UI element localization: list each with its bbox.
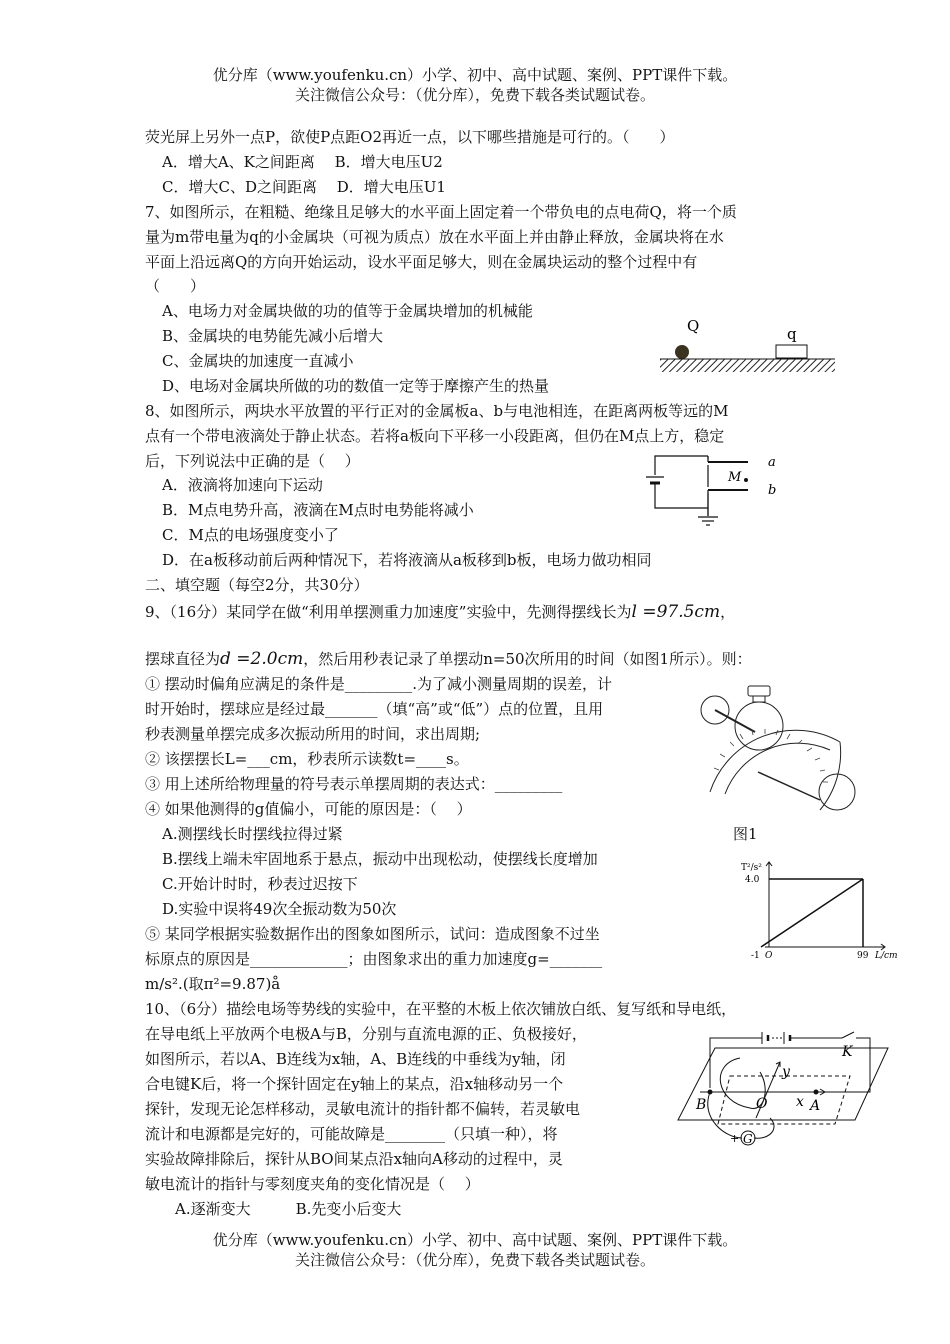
q6-options-cd: C．增大C、D之间距离 D．增大电压U1: [162, 178, 446, 196]
q9-line-1-text: 9、（16分）某同学在做“利用单摆测重力加速度”实验中，先测得摆线长为: [145, 603, 632, 621]
dial-ticks: [714, 729, 828, 782]
metal-block-q: [776, 345, 807, 358]
q10-line-4: 合电键K后，将一个探针固定在y轴上的某点，沿x轴移动另一个: [145, 1075, 564, 1093]
q9-sub4-option-b: B.摆线上端未牢固地系于悬点，振动中出现松动，使摆线长度增加: [162, 850, 598, 868]
q8-option-c: C．M点的电场强度变小了: [162, 526, 339, 544]
q10-line-6: 流计和电源都是完好的，可能故障是________（只填一种），将: [145, 1125, 558, 1143]
header-line-1: 优分库（www.youfenku.cn）小学、初中、高中试题、案例、PPT课件下载。: [212, 66, 738, 84]
q9-sub4-option-d: D.实验中误将49次全振动数为50次: [162, 900, 397, 918]
label-plus: +: [730, 1132, 740, 1145]
q7-figure: [655, 315, 840, 380]
header-line-2: 关注微信公众号：（优分库），免费下载各类试题试卷。: [294, 86, 655, 104]
t2-l-graph: [735, 852, 905, 962]
q9-sub1-line-1: ① 摆动时偏角应满足的条件是_________.为了减小测量周期的误差，计: [145, 675, 613, 693]
q9-sub5-line-2: 标原点的原因是_____________；由图象求出的重力加速度g=_______: [145, 950, 603, 968]
label-M: M: [728, 470, 742, 485]
d-value: d =2.0cm: [220, 649, 304, 669]
q7-label-Q: Q: [687, 317, 700, 335]
dial-right-arc: [820, 742, 841, 810]
q7-line-4: （ ）: [145, 277, 206, 295]
q10-line-3: 如图所示，若以A、B连线为x轴，A、B连线的中垂线为y轴，闭: [145, 1050, 566, 1068]
q8-option-b: B．M点电势升高，液滴在M点时电势能将减小: [162, 501, 474, 519]
q10-line-1: 10、（6分）描绘电场等势线的实验中，在平整的木板上依次铺放白纸、复写纸和导电纸，: [145, 1000, 737, 1018]
dial-inner-arc: [725, 743, 830, 794]
label-a: a: [768, 455, 776, 470]
q9-sub1-line-3: 秒表测量单摆完成多次振动所用的时间，求出周期;: [145, 725, 481, 743]
label-x: x: [796, 1094, 804, 1110]
q7-line-3: 平面上沿远离Q的方向开始运动，设水平面足够大，则在金属块运动的整个过程中有: [145, 253, 698, 271]
q8-line-2: 点有一个带电液滴处于静止状态。若将a板向下平移一小段距离，但仍在M点上方，稳定: [145, 427, 725, 445]
section-2-heading: 二、填空题（每空2分，共30分）: [145, 576, 369, 594]
q10-options: A.逐渐变大 B.先变小后变大: [175, 1200, 402, 1218]
footer-line-1: 优分库（www.youfenku.cn）小学、初中、高中试题、案例、PPT课件下载。: [212, 1231, 738, 1249]
wire-top: [655, 456, 708, 475]
q7-option-c: C、金属块的加速度一直减小: [162, 352, 354, 370]
q8-option-a: A．液滴将加速向下运动: [162, 476, 323, 494]
graph-xlabel: L/cm: [875, 951, 898, 961]
electrode-B: [708, 1090, 713, 1095]
graph-x-tick: 99: [857, 951, 869, 961]
q10-line-8: 敏电流计的指针与零刻度夹角的变化情况是（ ）: [145, 1175, 480, 1193]
label-G: G: [743, 1132, 753, 1146]
q9-sub2: ② 该摆摆长L=___cm，秒表所示读数t=____s。: [145, 750, 469, 768]
q9-sub5-line-3: m/s².(取π²=9.87)å: [145, 975, 281, 993]
q7-option-d: D、电场对金属块所做的功的数值一定等于摩擦产生的热量: [162, 377, 550, 395]
footer-line-2: 关注微信公众号：（优分库），免费下载各类试题试卷。: [294, 1251, 655, 1269]
stopwatch-figure: [690, 682, 865, 817]
label-B: B: [696, 1097, 707, 1113]
q9-line-2: [145, 648, 752, 670]
q9-line-1-end: ，: [720, 603, 736, 621]
q7-line-2: 量为m带电量为q的小金属块（可视为质点）放在水平面上并由静止释放，金属块将在水: [145, 228, 724, 246]
galvanometer-wire-right: [754, 1118, 774, 1138]
label-O: O: [756, 1096, 768, 1112]
label-K: K: [842, 1044, 853, 1060]
hatched-ground: [660, 359, 835, 372]
q9-sub3: ③ 用上述所给物理量的符号表示单摆周期的表达式：_________: [145, 775, 563, 793]
q8-figure: [640, 450, 790, 532]
fig1-caption: 图1: [733, 825, 758, 843]
graph-y-tick: 4.0: [745, 875, 760, 885]
electrode-A: [814, 1090, 819, 1095]
q8-option-d: D．在a板移动前后两种情况下，若将液滴从a板移到b板，电场力做功相同: [162, 551, 652, 569]
paper-outline: [718, 1076, 850, 1124]
q8-line-3: 后，下列说法中正确的是（ ）: [145, 452, 360, 470]
q9-line-2b: ，然后用秒表记录了单摆动n=50次所用的时间（如图1所示）。则：: [303, 650, 752, 668]
wire-top-left: [710, 1038, 762, 1088]
q10-line-2: 在导电纸上平放两个电极A与B，分别与直流电源的正、负极接好，: [145, 1025, 587, 1043]
q9-sub5-line-1: ⑤ 某同学根据实验数据作出的图象如图所示，试问：造成图象不过坐: [145, 925, 600, 943]
graph-ylabel: T²/s²: [741, 863, 762, 873]
q7-option-b: B、金属块的电势能先减小后增大: [162, 327, 384, 345]
q9-line-2a: 摆球直径为: [145, 650, 221, 668]
label-y: y: [782, 1064, 790, 1080]
l-value: l =97.5cm: [631, 602, 721, 622]
q6-stem: 荧光屏上另外一点P，欲使P点距O2再近一点，以下哪些措施是可行的。（ ）: [145, 128, 675, 146]
q10-line-7: 实验故障排除后，探针从BO间某点沿x轴向A移动的过程中，灵: [145, 1150, 563, 1168]
q9-sub1-line-2: 时开始时，摆球应是经过最_______（填“高”或“低”）点的位置，且用: [145, 700, 604, 718]
switch-K: [842, 1032, 854, 1038]
label-b: b: [768, 483, 777, 498]
q7-option-a: A、电场力对金属块做的功的值等于金属块增加的机械能: [162, 302, 533, 320]
graph-x-neg: -1: [751, 951, 760, 961]
q7-line-1: 7、如图所示，在粗糙、绝缘且足够大的水平面上固定着一个带负电的点电荷Q，将一个质: [145, 203, 737, 221]
q9-sub4-option-c: C.开始计时时，秒表过迟按下: [162, 875, 358, 893]
label-A: A: [810, 1098, 821, 1114]
q7-label-q: q: [787, 325, 797, 343]
q9-sub4-option-a: A.测摆线长时摆线拉得过紧: [162, 825, 343, 843]
point-charge-Q: [675, 345, 689, 359]
q10-line-5: 探针，发现无论怎样移动，灵敏电流计的指针都不偏转，若灵敏电: [145, 1100, 581, 1118]
q9-sub4: ④ 如果他测得的g值偏小，可能的原因是：（ ）: [145, 800, 472, 818]
droplet-M: [744, 478, 748, 482]
q10-figure: [670, 1028, 895, 1148]
q9-line-1: [145, 601, 735, 623]
q6-options-ab: A．增大A、K之间距离 B．增大电压U2: [162, 153, 443, 171]
stopwatch-crown: [748, 686, 770, 696]
stopwatch-stem: [753, 696, 765, 702]
graph-data-line: [761, 879, 863, 947]
dial-outer-arc: [710, 730, 840, 792]
wire-bottom: [655, 484, 708, 508]
q8-line-1: 8、如图所示，两块水平放置的平行正对的金属板a、b与电池相连，在距离两板等远的M: [145, 402, 729, 420]
second-hand: [758, 772, 820, 800]
graph-origin: O: [765, 951, 773, 961]
